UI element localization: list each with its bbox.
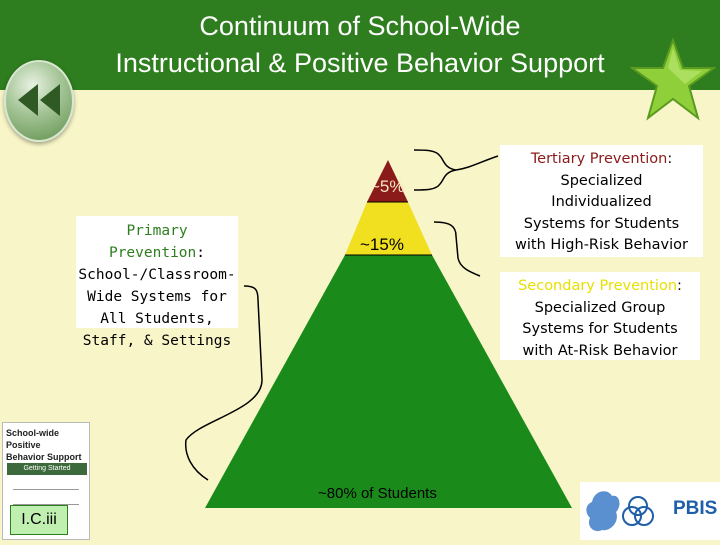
- workbook-subtitle: Getting Started Workbook: [7, 463, 87, 475]
- tertiary-connector: [456, 156, 498, 170]
- workbook-text-lines: [13, 489, 79, 505]
- tertiary-heading: Tertiary Prevention:: [530, 151, 673, 167]
- tertiary-bracket: [414, 150, 456, 190]
- workbook-title: School-wide Positive Behavior Support: [6, 428, 82, 462]
- secondary-heading: Secondary Prevention:: [518, 278, 682, 294]
- secondary-prevention-box: Secondary Prevention: Specialized Group Systems for Students with At-Risk Behavior: [500, 272, 700, 360]
- primary-heading: Primary Prevention:: [108, 223, 206, 261]
- pbis-wordmark: PBIS: [673, 498, 718, 519]
- tier-middle-label: ~15%: [360, 235, 404, 254]
- tertiary-prevention-box: Tertiary Prevention: Specialized Individualized Systems for Students with High-Risk Behavior: [500, 145, 703, 257]
- secondary-bracket: [434, 222, 480, 276]
- title-line-2: Instructional & Positive Behavior Support: [115, 48, 605, 78]
- tier-bottom-label: ~80% of Students: [318, 485, 437, 502]
- title-line-1: Continuum of School-Wide: [199, 11, 521, 41]
- primary-prevention-box: Primary Prevention: School-/Classroom- Wide Systems for All Students, Staff, & Settings: [76, 216, 238, 328]
- pbis-logo-graphic: [580, 482, 670, 540]
- section-badge: I.C.iii: [10, 505, 68, 535]
- tier-top-label: ~5%: [370, 177, 405, 196]
- pbis-logo: [580, 482, 720, 540]
